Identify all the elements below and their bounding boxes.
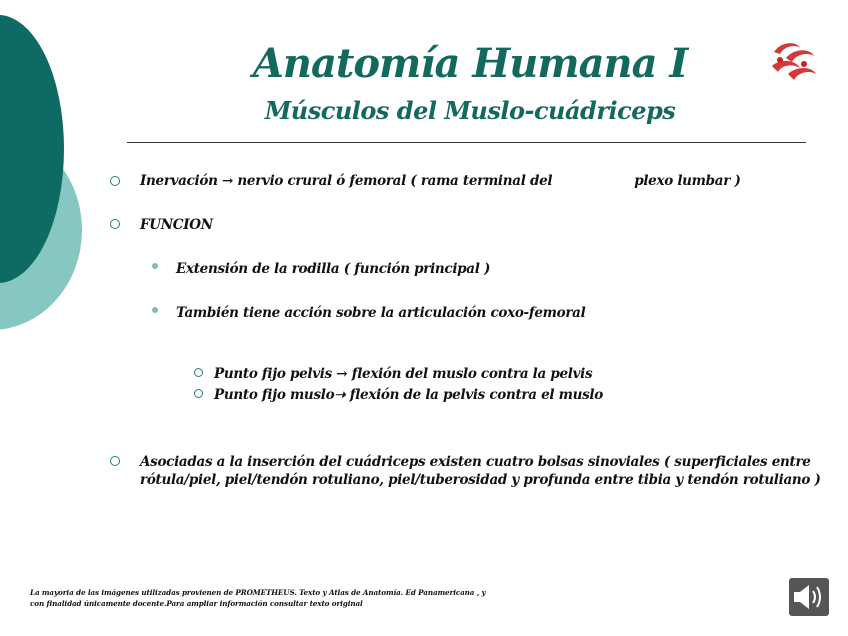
item-label: Inervación xyxy=(140,173,218,189)
list-item-bolsas-sinoviales xyxy=(140,453,821,489)
slide-title: Anatomía Humana I xyxy=(252,40,688,87)
footer-line: con finalidad únicamente docente.Para ampliar información consultar texto original xyxy=(30,599,363,608)
list-item-inervacion xyxy=(140,173,741,189)
bullet-circle-icon xyxy=(110,219,120,229)
list-item-funcion: FUNCION xyxy=(140,217,213,233)
item-text: flexión de la pelvis contra el muslo xyxy=(349,387,603,403)
bullet-dot-icon xyxy=(152,307,158,313)
arrow-icon: → xyxy=(222,173,234,189)
slide-subtitle: Músculos del Muslo-cuádriceps xyxy=(264,96,676,125)
item-text: flexión del muslo contra la pelvis xyxy=(351,366,593,382)
list-item-punto-fijo-muslo xyxy=(214,387,603,403)
bullet-circle-icon xyxy=(110,456,120,466)
item-line: rótula/piel, piel/tendón rotuliano, piel/tuberosidad y profunda entre tibia y tendón rotuliano ) xyxy=(140,472,821,488)
item-label: Punto fijo pelvis xyxy=(214,366,332,382)
title-divider xyxy=(127,142,806,143)
bullet-dot-icon xyxy=(152,263,158,269)
footer-line: La mayoria de las imágenes utilizadas provienen de PROMETHEUS. Texto y Atlas de Anatomía. Ed Panamericana , y xyxy=(30,588,486,597)
logo-icon xyxy=(766,38,820,84)
list-item-punto-fijo-pelvis xyxy=(214,366,592,382)
arrow-icon: → xyxy=(336,366,348,382)
item-line: Asociadas a la inserción del cuádriceps existen cuatro bolsas sinoviales ( superficiales entre xyxy=(140,454,811,470)
list-item-extension: Extensión de la rodilla ( función principal ) xyxy=(176,261,491,277)
bullet-circle-icon xyxy=(110,176,120,186)
item-text: nervio crural ó femoral ( rama terminal del xyxy=(237,173,553,189)
arrow-icon: ➝ xyxy=(334,387,346,403)
list-item-coxofemoral: También tiene acción sobre la articulación coxo-femoral xyxy=(176,305,586,321)
audio-speaker-icon[interactable] xyxy=(789,578,829,616)
bullet-circle-icon xyxy=(194,368,203,377)
bullet-circle-icon xyxy=(194,389,203,398)
item-text-continued: plexo lumbar ) xyxy=(634,173,741,189)
item-label: Punto fijo muslo xyxy=(214,387,335,403)
footer-note xyxy=(30,587,486,609)
